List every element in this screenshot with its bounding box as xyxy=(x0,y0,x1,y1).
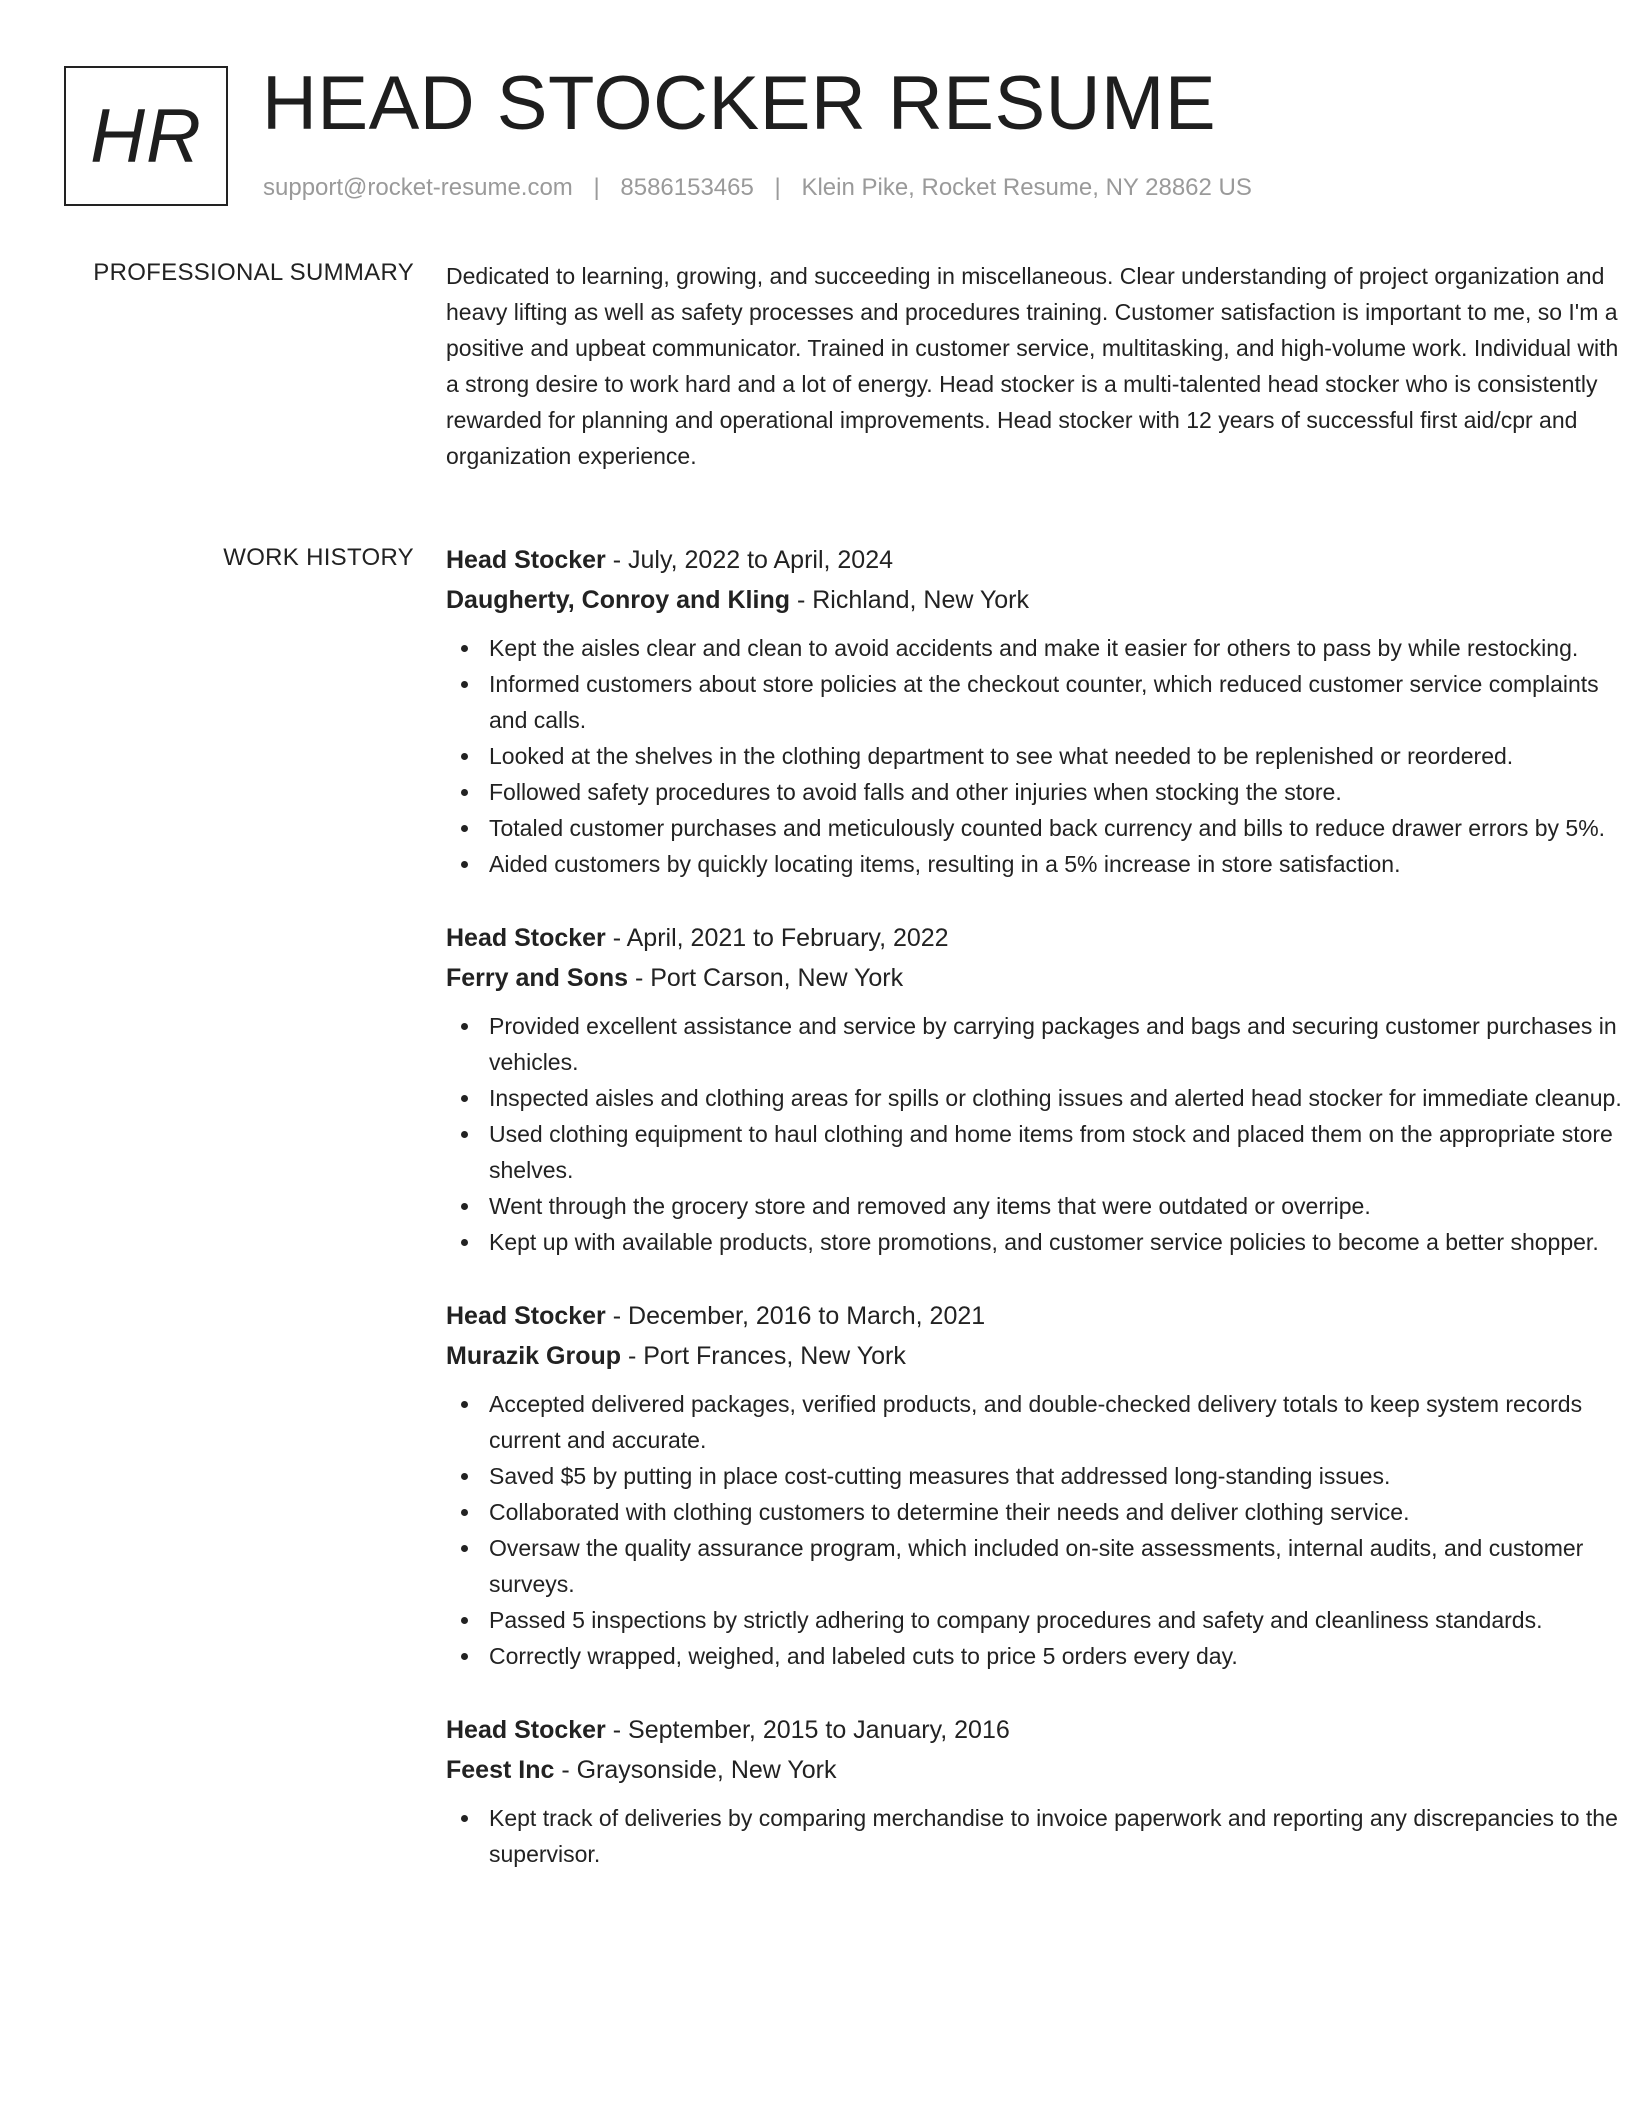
job-company: Ferry and Sons xyxy=(446,964,628,992)
job-bullet-item xyxy=(446,738,1626,774)
bullet-dot-icon xyxy=(461,1509,468,1516)
job-bullet-item xyxy=(446,1224,1626,1260)
job-company: Daugherty, Conroy and Kling xyxy=(446,586,790,614)
bullet-dot-icon xyxy=(461,825,468,832)
bullet-dot-icon xyxy=(461,1473,468,1480)
page-title: HEAD STOCKER RESUME xyxy=(262,61,1217,146)
job-bullet-item xyxy=(446,1386,1626,1458)
job-entry xyxy=(446,540,1626,882)
contact-address: Klein Pike, Rocket Resume, NY 28862 US xyxy=(801,174,1252,201)
job-title: Head Stocker xyxy=(446,546,606,574)
job-bullet-list xyxy=(446,1386,1626,1674)
section-label-summary: PROFESSIONAL SUMMARY xyxy=(93,259,414,286)
job-bullet-list xyxy=(446,630,1626,882)
job-bullet-text: Provided excellent assistance and service by carrying packages and bags and securing customer purchases in vehicles. xyxy=(489,1013,1617,1075)
job-bullet-list xyxy=(446,1800,1626,1872)
bullet-dot-icon xyxy=(461,1815,468,1822)
job-dates: - September, 2015 to January, 2016 xyxy=(605,1716,1010,1744)
job-bullet-item xyxy=(446,1080,1626,1116)
job-bullet-item xyxy=(446,846,1626,882)
job-bullet-item xyxy=(446,810,1626,846)
job-dates: - April, 2021 to February, 2022 xyxy=(605,924,949,952)
contact-separator: | xyxy=(593,174,600,201)
job-bullet-text: Correctly wrapped, weighed, and labeled cuts to price 5 orders every day. xyxy=(489,1643,1238,1669)
job-title: Head Stocker xyxy=(446,1302,606,1330)
job-entry xyxy=(446,918,1626,1260)
job-bullet-text: Followed safety procedures to avoid falls and other injuries when stocking the store. xyxy=(489,779,1342,805)
job-bullet-text: Collaborated with clothing customers to determine their needs and deliver clothing service. xyxy=(489,1499,1410,1525)
job-bullet-text: Went through the grocery store and removed any items that were outdated or overripe. xyxy=(489,1193,1371,1219)
job-bullet-item xyxy=(446,630,1626,666)
job-bullet-text: Kept the aisles clear and clean to avoid accidents and make it easier for others to pass by while restocking. xyxy=(489,635,1579,661)
bullet-dot-icon xyxy=(461,789,468,796)
job-bullet-item xyxy=(446,1008,1626,1080)
job-title-line xyxy=(446,918,1626,958)
bullet-dot-icon xyxy=(461,1239,468,1246)
bullet-dot-icon xyxy=(461,1203,468,1210)
job-company-line xyxy=(446,1336,1626,1376)
job-title-line xyxy=(446,1710,1626,1750)
job-company-line xyxy=(446,1750,1626,1790)
bullet-dot-icon xyxy=(461,681,468,688)
bullet-dot-icon xyxy=(461,861,468,868)
bullet-dot-icon xyxy=(461,1617,468,1624)
bullet-dot-icon xyxy=(461,1095,468,1102)
job-bullet-item xyxy=(446,1530,1626,1602)
job-bullet-text: Accepted delivered packages, verified products, and double-checked delivery totals to keep system records current and accurate. xyxy=(489,1391,1583,1453)
contact-phone[interactable]: 8586153465 xyxy=(620,174,754,201)
job-location: - Richland, New York xyxy=(790,586,1030,614)
job-title-line xyxy=(446,540,1626,580)
job-bullet-list xyxy=(446,1008,1626,1260)
bullet-dot-icon xyxy=(461,753,468,760)
job-bullet-item xyxy=(446,1458,1626,1494)
summary-body xyxy=(446,258,1626,474)
job-bullet-text: Kept track of deliveries by comparing merchandise to invoice paperwork and reporting any discrepancies to the supervisor. xyxy=(489,1805,1618,1867)
job-company-line xyxy=(446,958,1626,998)
job-bullet-item xyxy=(446,666,1626,738)
bullet-dot-icon xyxy=(461,1401,468,1408)
job-dates: - July, 2022 to April, 2024 xyxy=(605,546,894,574)
job-location: - Port Carson, New York xyxy=(628,964,904,992)
job-dates: - December, 2016 to March, 2021 xyxy=(605,1302,986,1330)
contact-line xyxy=(263,174,1252,202)
job-entry xyxy=(446,1296,1626,1674)
bullet-dot-icon xyxy=(461,1545,468,1552)
job-entry xyxy=(446,1710,1626,1872)
job-bullet-text: Saved $5 by putting in place cost-cutting measures that addressed long-standing issues. xyxy=(489,1463,1391,1489)
job-title: Head Stocker xyxy=(446,1716,606,1744)
job-bullet-text: Inspected aisles and clothing areas for spills or clothing issues and alerted head stocker for immediate cleanup. xyxy=(489,1085,1622,1111)
bullet-dot-icon xyxy=(461,1653,468,1660)
job-company-line xyxy=(446,580,1626,620)
job-bullet-text: Looked at the shelves in the clothing department to see what needed to be replenished or reordered. xyxy=(489,743,1514,769)
job-bullet-text: Informed customers about store policies at the checkout counter, which reduced customer service complaints and calls. xyxy=(489,671,1599,733)
summary-text: Dedicated to learning, growing, and succeeding in miscellaneous. Clear understanding of project organization and heavy lifting as well as safety processes and procedures training. Customer satisfaction is important to me, so I'm a positive and upbeat communicator. Trained in customer service, multitasking, and high-volume work. Individual with a strong desire to work hard and a lot of energy. Head stocker is a multi-talented head stocker who is consistently rewarded for planning and operational improvements. Head stocker with 12 years of successful first aid/cpr and organization experience. xyxy=(446,263,1619,469)
job-bullet-text: Totaled customer purchases and meticulously counted back currency and bills to reduce drawer errors by 5%. xyxy=(489,815,1606,841)
job-company: Murazik Group xyxy=(446,1342,622,1370)
job-location: - Port Frances, New York xyxy=(621,1342,906,1370)
job-bullet-text: Passed 5 inspections by strictly adhering to company procedures and safety and cleanliness standards. xyxy=(489,1607,1543,1633)
job-location: - Graysonside, New York xyxy=(554,1756,837,1784)
job-bullet-item xyxy=(446,774,1626,810)
bullet-dot-icon xyxy=(461,1023,468,1030)
section-label-work-history: WORK HISTORY xyxy=(223,544,414,571)
resume-header xyxy=(64,61,1564,216)
job-bullet-item xyxy=(446,1602,1626,1638)
contact-email[interactable]: support@rocket-resume.com xyxy=(263,174,573,201)
job-bullet-item xyxy=(446,1800,1626,1872)
job-bullet-item xyxy=(446,1188,1626,1224)
bullet-dot-icon xyxy=(461,645,468,652)
monogram-logo: HR xyxy=(64,66,228,206)
job-company: Feest Inc xyxy=(446,1756,555,1784)
job-bullet-text: Kept up with available products, store promotions, and customer service policies to become a better shopper. xyxy=(489,1229,1599,1255)
job-bullet-text: Oversaw the quality assurance program, which included on-site assessments, internal audits, and customer surveys. xyxy=(489,1535,1584,1597)
job-title-line xyxy=(446,1296,1626,1336)
job-bullet-text: Used clothing equipment to haul clothing and home items from stock and placed them on the appropriate store shelves. xyxy=(489,1121,1613,1183)
job-bullet-item xyxy=(446,1494,1626,1530)
bullet-dot-icon xyxy=(461,1131,468,1138)
job-title: Head Stocker xyxy=(446,924,606,952)
work-history-body xyxy=(446,540,1626,1908)
job-bullet-item xyxy=(446,1638,1626,1674)
job-bullet-item xyxy=(446,1116,1626,1188)
job-bullet-text: Aided customers by quickly locating items, resulting in a 5% increase in store satisfaction. xyxy=(489,851,1401,877)
contact-separator: | xyxy=(774,174,781,201)
